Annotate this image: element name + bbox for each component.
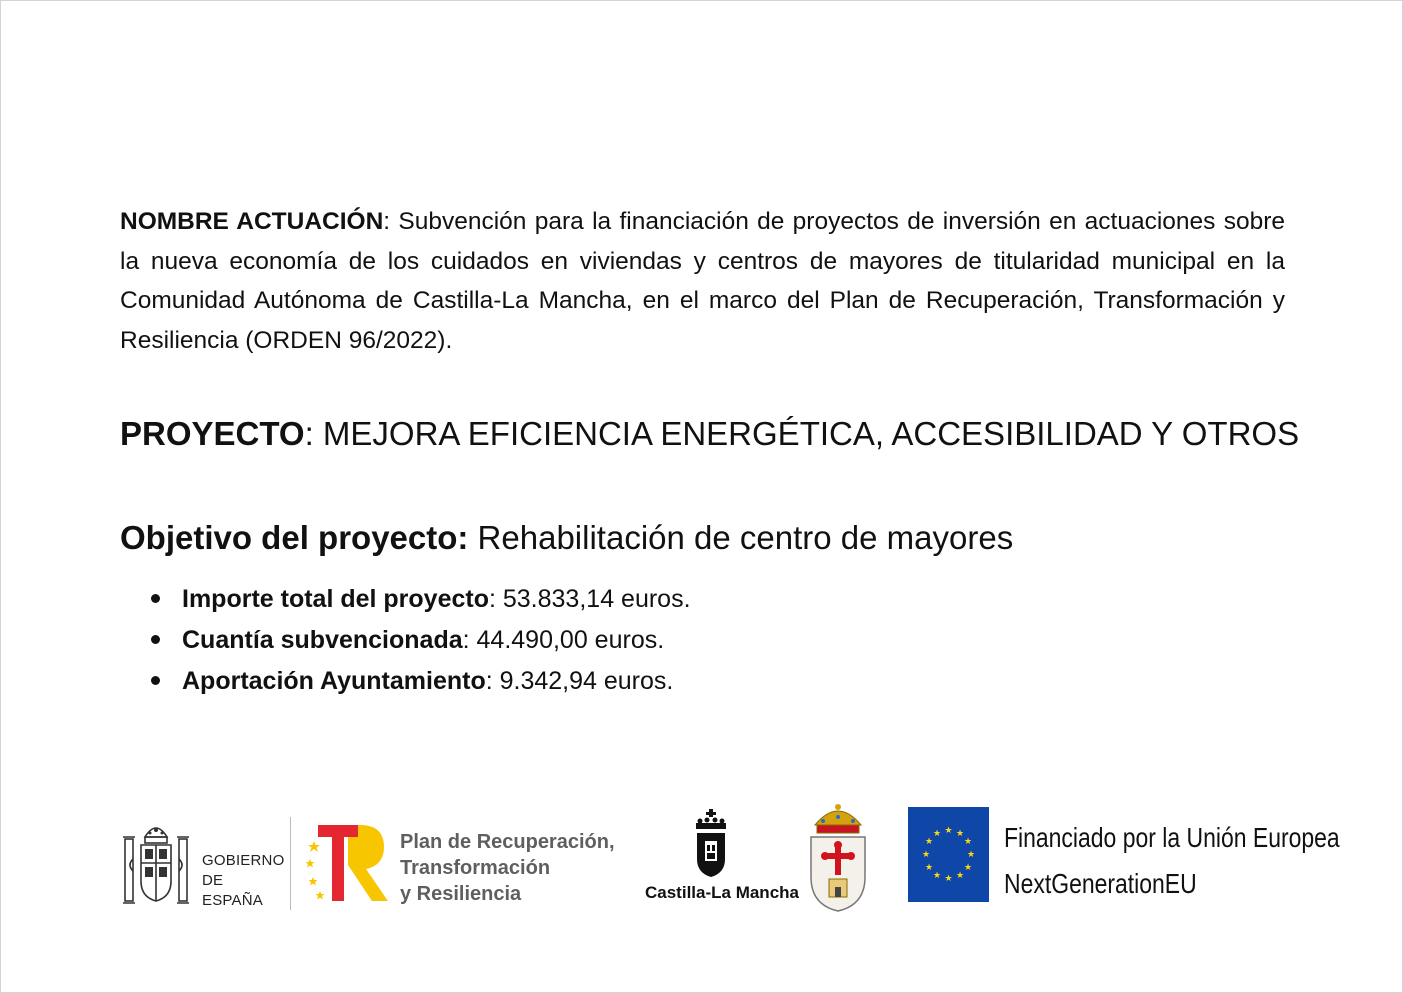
bullet-icon xyxy=(151,635,160,644)
svg-text:★: ★ xyxy=(932,871,942,881)
svg-text:★: ★ xyxy=(932,829,942,839)
svg-text:★: ★ xyxy=(955,829,965,839)
objetivo-label: Objetivo del proyecto: xyxy=(120,519,469,556)
list-item xyxy=(148,620,691,661)
eu-funding-text xyxy=(1004,815,1340,907)
bullet-icon xyxy=(151,676,160,685)
eu-line1: Financiado por la Unión Europea xyxy=(1004,822,1340,853)
svg-text:★: ★ xyxy=(963,837,973,847)
aportacion-label: Aportación Ayuntamiento xyxy=(182,667,486,695)
castilla-la-mancha-logo xyxy=(641,809,799,929)
municipal-coat-of-arms-icon xyxy=(807,803,869,913)
aportacion-value: : 9.342,94 euros. xyxy=(485,667,674,695)
importe-total-value: : 53.833,14 euros. xyxy=(488,585,691,613)
gobierno-line2: DE ESPAÑA xyxy=(202,872,263,909)
eu-line2: NextGenerationEU xyxy=(1004,868,1197,899)
prtr-line2: Transformación xyxy=(400,857,551,879)
eu-flag-icon xyxy=(908,807,989,902)
cuantia-label: Cuantía subvencionada xyxy=(182,626,463,654)
prtr-logo xyxy=(304,821,614,911)
gobierno-line1: GOBIERNO xyxy=(202,852,285,869)
spain-coat-of-arms-icon xyxy=(119,817,193,913)
logo-divider xyxy=(290,817,291,910)
cuantia-value: : 44.490,00 euros. xyxy=(462,626,665,654)
svg-text:★: ★ xyxy=(963,863,973,873)
clm-text: Castilla-La Mancha xyxy=(645,883,799,902)
importe-total-label: Importe total del proyecto xyxy=(182,585,489,613)
prtr-line1: Plan de Recuperación, xyxy=(400,831,615,853)
proyecto-text: : MEJORA EFICIENCIA ENERGÉTICA, ACCESIBILIDAD Y OTROS xyxy=(304,415,1300,452)
prtr-text xyxy=(400,829,615,907)
svg-text:★: ★ xyxy=(921,850,931,860)
list-item xyxy=(148,661,691,702)
logos-strip xyxy=(1,791,1403,931)
svg-text:★: ★ xyxy=(966,850,976,860)
proyecto-heading xyxy=(120,411,1320,457)
gobierno-espana-text xyxy=(202,851,284,911)
svg-text:★: ★ xyxy=(924,863,934,873)
nombre-actuacion-text: : Subvención para la financiación de proyectos de inversión en actuaciones sobre la nueva economía de los cuidados en viviendas y centros de mayores de titularidad municipal en la Comunidad Autónoma de Castilla-La Mancha, en el marco del Plan de Recuperación, Transformación y Resiliencia (ORDEN 96/2022). xyxy=(120,208,1286,354)
objetivo-text: Rehabilitación de centro de mayores xyxy=(468,519,1014,556)
proyecto-label: PROYECTO xyxy=(120,415,305,452)
prtr-mark-icon xyxy=(304,821,388,905)
prtr-line3: y Resiliencia xyxy=(400,883,522,905)
svg-text:★: ★ xyxy=(944,826,953,836)
nombre-actuacion-label: NOMBRE ACTUACIÓN xyxy=(120,208,384,235)
bullet-icon xyxy=(151,594,160,603)
svg-text:★: ★ xyxy=(944,874,953,884)
objetivo-heading xyxy=(120,515,1320,561)
nombre-actuacion-paragraph xyxy=(120,202,1285,360)
clm-castle-icon xyxy=(691,809,731,879)
gobierno-espana-logo xyxy=(119,817,285,913)
svg-text:★: ★ xyxy=(955,871,965,881)
importes-list xyxy=(148,579,691,702)
list-item xyxy=(148,579,691,620)
svg-text:★: ★ xyxy=(924,837,934,847)
